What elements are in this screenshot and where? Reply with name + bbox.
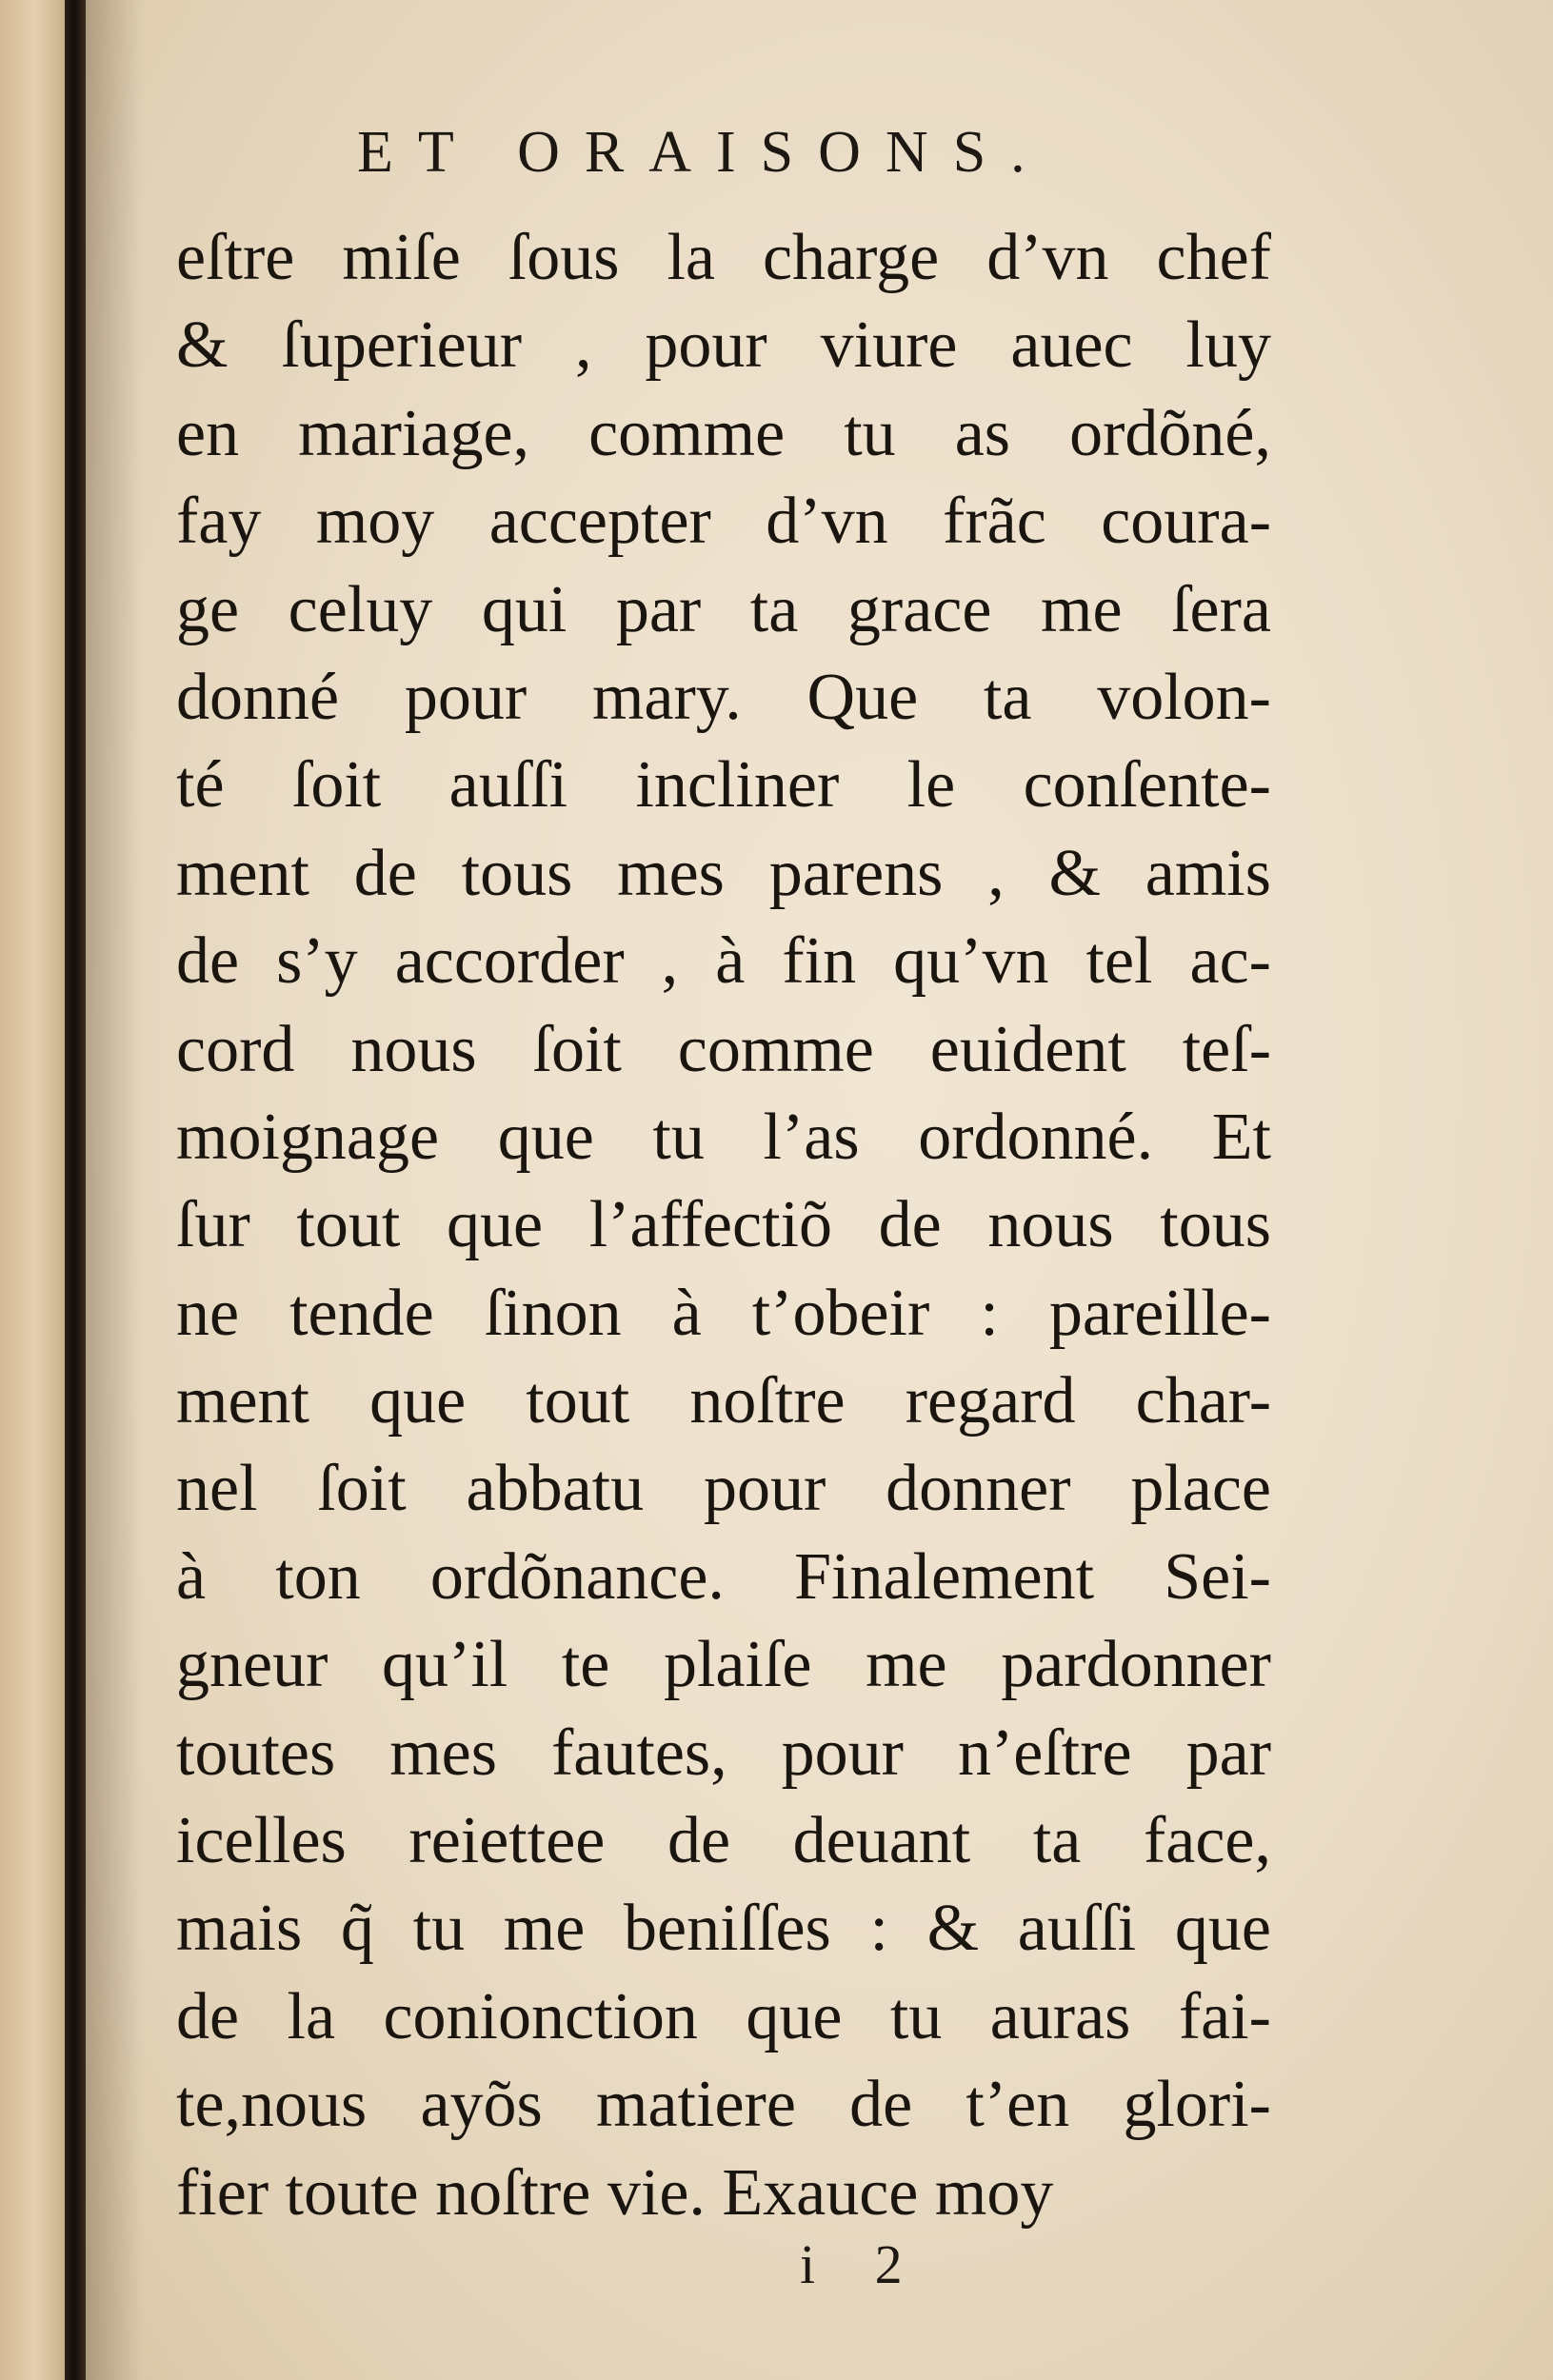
text-line: mais q̃ tu me beniſſes : & auſſi que — [176, 1892, 1271, 1966]
text-line: eſtre miſe ſous la charge d’vn chef — [176, 221, 1271, 294]
folio-signature: i 2 — [800, 2233, 926, 2295]
text-line: & ſuperieur , pour viure auec luy — [176, 308, 1271, 383]
text-line: cord nous ſoit comme euident teſ- — [176, 1012, 1271, 1086]
page-shadow — [86, 0, 143, 2380]
text-line: ge celuy qui par ta grace me ſera — [176, 572, 1271, 646]
text-line: ment de tous mes parens , & amis — [176, 836, 1271, 910]
text-line: fay moy accepter d’vn frãc coura- — [176, 485, 1271, 559]
text-line: moignage que tu l’as ordonné. Et — [176, 1100, 1271, 1174]
text-line: à ton ordõnance. Finalement Sei- — [176, 1539, 1271, 1614]
text-line: de la conionction que tu auras fai- — [176, 1979, 1271, 2053]
page-body-text — [176, 214, 1271, 2237]
text-line: gneur qu’il te plaiſe me pardonner — [176, 1628, 1271, 1702]
text-line: en mariage, comme tu as ordõné, — [176, 396, 1271, 470]
text-line: de s’y accorder , à fin qu’vn tel ac- — [176, 924, 1271, 999]
text-line: nel ſoit abbatu pour donner place — [176, 1452, 1271, 1526]
left-page-edge — [0, 0, 65, 2380]
text-line: donné pour mary. Que ta volon- — [176, 660, 1271, 734]
text-line: te,nous ayõs matiere de t’en glori- — [176, 2068, 1271, 2142]
text-line: té ſoit auſſi incliner le conſente- — [176, 748, 1271, 823]
text-line: icelles reiettee de deuant ta face, — [176, 1804, 1271, 1878]
running-head: ET ORAISONS. — [357, 120, 1050, 185]
text-line: fier toute noſtre vie. Exauce moy — [176, 2155, 1054, 2230]
text-line: ne tende ſinon à t’obeir : pareille- — [176, 1276, 1271, 1350]
text-line: ſur tout que l’affectiõ de nous tous — [176, 1188, 1271, 1262]
book-gutter — [65, 0, 86, 2380]
text-line: toutes mes fautes, pour n’eſtre par — [176, 1716, 1271, 1790]
text-line: ment que tout noſtre regard char- — [176, 1364, 1271, 1438]
